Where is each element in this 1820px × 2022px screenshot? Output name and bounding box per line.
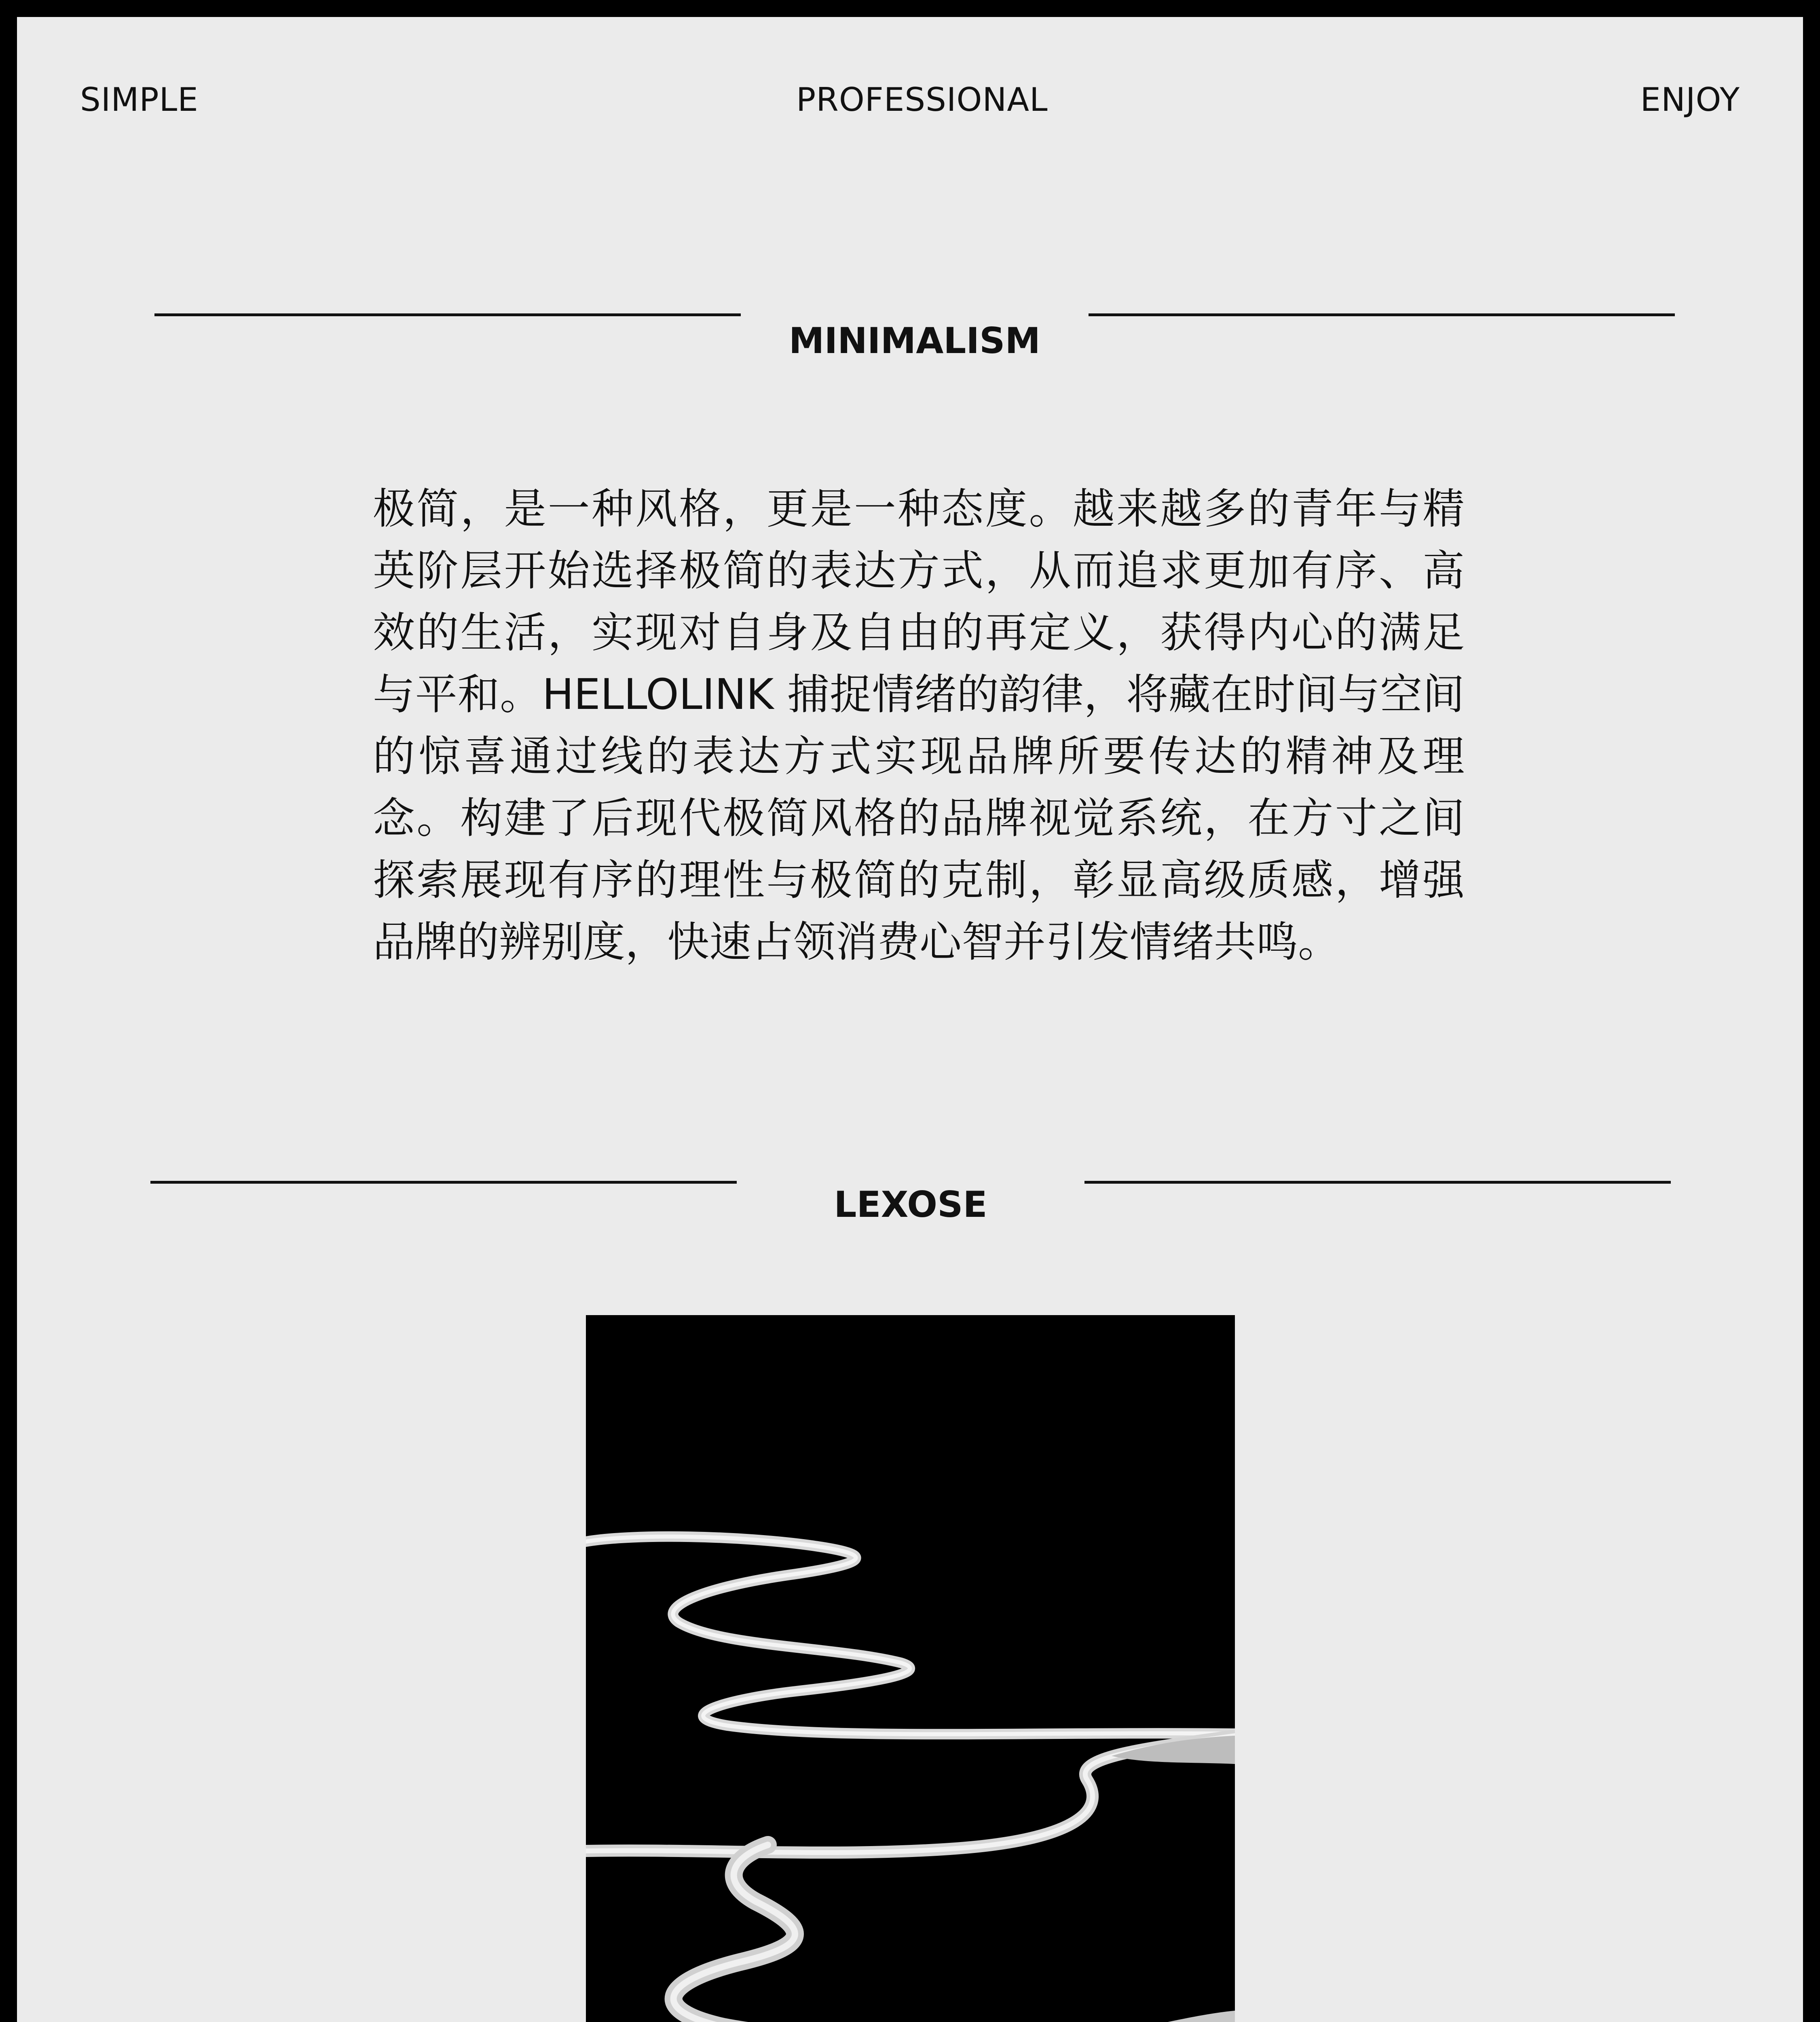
- divider-line-right: [1084, 1181, 1671, 1184]
- divider-line-left: [150, 1181, 737, 1184]
- header-left-word: SIMPLE: [80, 81, 199, 118]
- divider-line-right: [1089, 313, 1675, 316]
- header-center-word: PROFESSIONAL: [796, 81, 1048, 118]
- river-illustration: [586, 1315, 1235, 2022]
- river-aerial-photo: [586, 1315, 1235, 2022]
- header-right-word: ENJOY: [1640, 81, 1740, 118]
- section-title-lexose: LEXOSE: [834, 1184, 987, 1225]
- body-paragraph: 极简，是一种风格，更是一种态度。越来越多的青年与精英阶层开始选择极简的表达方式，从而追求更加有序、高效的生活，实现对自身及自由的再定义，获得内心的满足与平和。HELLOLINK 捕捉情绪的韵律，将藏在时间与空间的惊喜通过线的表达方式实现品牌所要传达的精神及理念。构建了后现代极简风格的品牌视觉系统，在方寸之间探索展现有序的理性与极简的克制，彰显高级质感，增强品牌的辨别度，快速占领消费心智并引发情绪共鸣。: [373, 484, 1465, 967]
- divider-line-left: [154, 313, 741, 316]
- section-title-minimalism: MINIMALISM: [788, 320, 1041, 362]
- poster: [17, 17, 1803, 2022]
